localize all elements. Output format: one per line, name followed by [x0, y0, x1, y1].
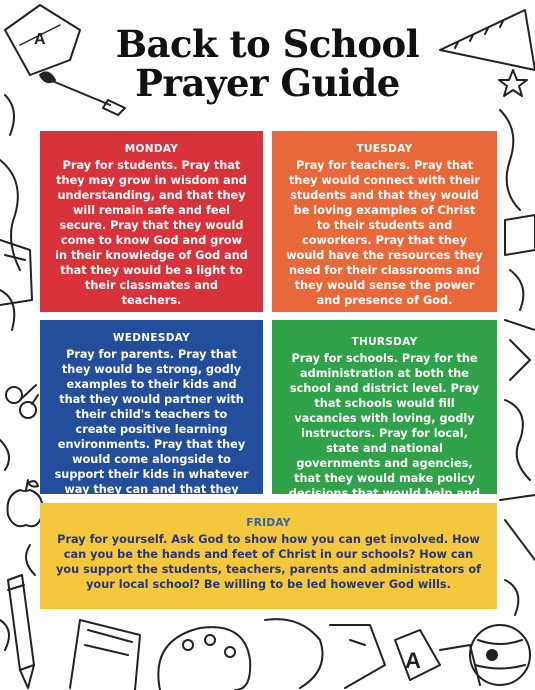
wednesday-card — [40, 320, 263, 497]
friday-text: Pray for yourself. Ask God to show how you can get involved. How can you be the hands and feet of Christ in our schools? How can you support the students, teachers, parents and administrators of your local school? Be willing to be led however God wills. — [55, 532, 482, 591]
tuesday-card — [272, 131, 497, 312]
monday-text: Pray for students. Pray that they may grow in wisdom and understanding, and that they will remain safe and feel secure. Pray that they would come to know God and grow in their knowledge of God and that they would be a light to their classmates and teachers. — [55, 158, 248, 308]
apple-icon — [8, 480, 43, 526]
book-icon — [70, 620, 140, 690]
thursday-label: THURSDAY — [351, 336, 418, 348]
page-title — [0, 22, 535, 105]
palette-icon — [158, 627, 250, 690]
backpack-icon — [0, 240, 32, 305]
tuesday-text: Pray for teachers. Pray that they would connect with their students and that they would be loving examples of Christ to their students and coworkers. Pray that they would have the resources they need for their classrooms and they would sense the power and presence of God. — [286, 158, 483, 308]
alphabet-blocks-icon — [395, 630, 480, 685]
globe-icon — [470, 625, 530, 685]
friday-label: FRIDAY — [246, 517, 291, 529]
thursday-card — [272, 320, 497, 501]
wednesday-text: Pray for parents. Pray that they would be strong, godly examples to their kids and that they would partner with their child's teachers to create positive learning environments. Pray that they would come alongside to support their kids in whatever way they can and that they — [54, 347, 249, 497]
scissors-icon — [6, 385, 38, 418]
monday-label: MONDAY — [124, 143, 179, 155]
title-line-2: Prayer Guide — [135, 61, 400, 105]
svg-text:A: A — [34, 31, 46, 48]
pencil-icon — [8, 575, 34, 688]
wednesday-label: WEDNESDAY — [112, 332, 191, 344]
friday-card — [40, 503, 497, 609]
tuesday-label: TUESDAY — [356, 143, 413, 155]
thursday-text: Pray for schools. Pray for the administration at both the school and district level. Pray that schools would fill vacancies with loving, godly instructors. Pray for local, state and national governments and agencies, that they would make policy decisions that would help and — [288, 351, 481, 501]
title-line-1: Back to School — [115, 22, 420, 66]
monday-card — [40, 131, 263, 312]
svg-text:A: A — [405, 648, 421, 673]
